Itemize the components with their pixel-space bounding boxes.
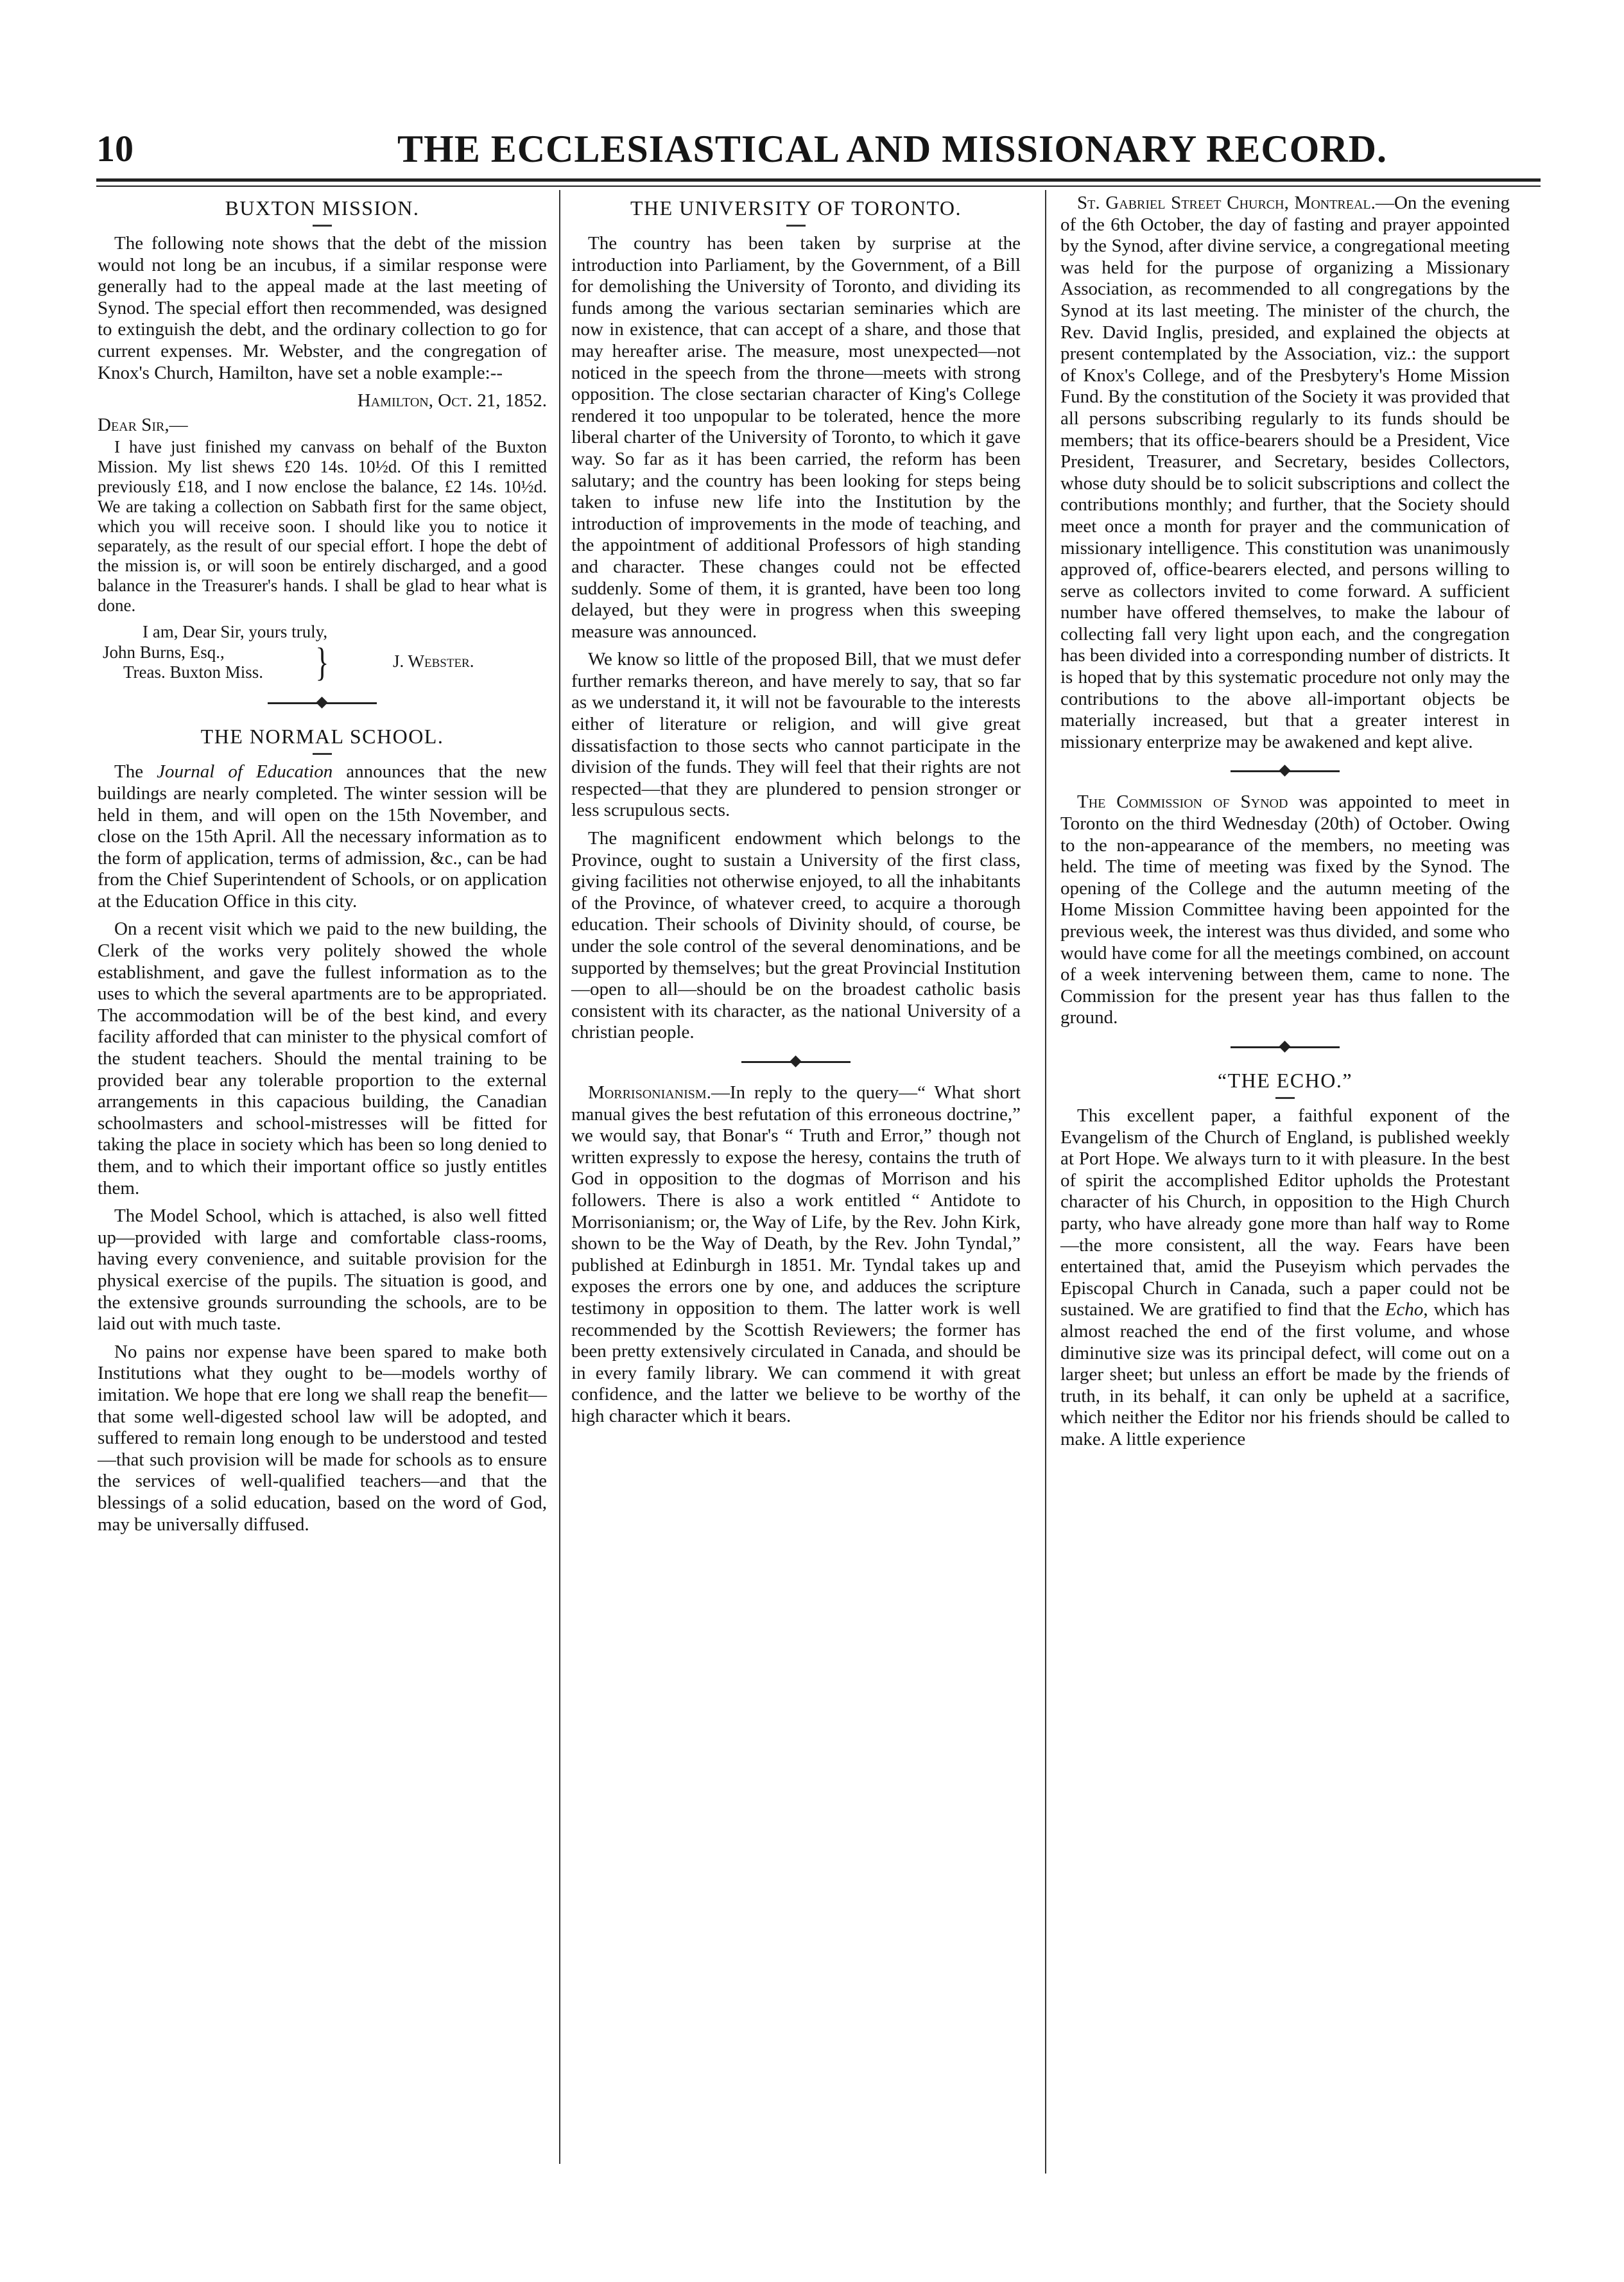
article-commission-of-synod [1060, 791, 1510, 1029]
heading-dash [313, 753, 332, 755]
article-university-of-toronto [571, 195, 1021, 1044]
article-paragraph: The Commission of Synod was appointed to meet in Toronto on the third Wednesday (20th) of October. Owing to the non-appearance of the members, no meeting was held. The time of meeting was fixed by the Synod. The opening of the College and the autumn meeting of the Home Mission Committee having been appointed for the previous week, the interest was thus divided, and some who would have come for all the meetings combined, on account of a week intervening between them, came to none. The Commission for the present year has thus fallen to the ground. [1060, 791, 1510, 1028]
article-heading: BUXTON MISSION. [225, 196, 420, 220]
column-1 [98, 193, 547, 1542]
letter-salutation: Dear Sir,— [98, 414, 188, 435]
article-paragraph: No pains nor expense have been spared to make both Institutions what they ought to be—models worthy of imitation. We hope that ere long we shall reap the benefit—that some well-digested school law will be adopted, and suffered to remain long enough to be understood and tested—that such provision will be made for schools as to ensure the services of well-qualified teachers—and that the blessings of a solid education, based on the word of God, may be universally diffused. [98, 1341, 547, 1535]
publication-title: THE ECCLESIASTICAL AND MISSIONARY RECORD. [397, 128, 1387, 170]
column-3 [1060, 193, 1510, 1457]
heading-dash [786, 225, 806, 227]
page-number: 10 [96, 128, 134, 169]
article-paragraph: The following note shows that the debt of the mission would not long be an incubus, if a similar response were generally had to the appeal made at the last meeting of Synod. The special effort then recommended, was designed to extinguish the debt, and the ordinary collection to go for current expenses. Mr. Webster, and the congregation of Knox's Church, Hamilton, have set a noble example:-- [98, 233, 547, 383]
header-rule-thin [96, 186, 1541, 187]
article-paragraph: We know so little of the proposed Bill, that we must defer further remarks thereon, and have merely to say, that so far as we understand it, it will not be favourable to the interests either of literature or religion, and will give great dissatisfaction to those sects who cannot participate in the division of the funds. They will feel that their rights are not respected—that they are plundered to pension stronger or less scrupulous sects. [571, 649, 1021, 821]
section-separator [1231, 766, 1340, 776]
article-st-gabriel-street-church [1060, 193, 1510, 753]
section-separator [268, 698, 377, 708]
signature: J. Webster. [393, 652, 474, 671]
brace-glyph: } [315, 641, 329, 685]
section-separator [1231, 1042, 1340, 1052]
letter-closing: I am, Dear Sir, yours truly, [143, 621, 328, 641]
letter-body: I have just finished my canvass on behalf of the Buxton Mission. My list shews £20 14s. 10½d. Of this I remitted previously £18, and I now enclose the balance, £2 14s. 10½d. We are taking a collection on Sabbath first for the same object, which you will receive soon. I should like you to notice it separately, as the result of our special effort. I hope the debt of the mission is, or will soon be entirely discharged, and a good balance in the Treasurer's hands. I shall be glad to hear what is done. [98, 437, 547, 615]
article-the-echo [1060, 1068, 1510, 1451]
addressee-title: Treas. Buxton Miss. [123, 662, 264, 682]
letter-signature-block [98, 643, 547, 684]
header-rule-thick [96, 178, 1541, 182]
masthead [96, 121, 1541, 177]
article-normal-school [98, 723, 547, 1535]
heading-dash [1275, 1097, 1295, 1099]
article-heading: THE UNIVERSITY OF TORONTO. [630, 196, 962, 220]
article-paragraph: The Journal of Education announces that the new buildings are nearly completed. The winter session will be held in them, and will open on the 15th November, and close on the 15th April. All the necessary information as to the form of application, terms of admission, &c., can be had from the Chief Superintendent of Schools, or on application at the Education Office in this city. [98, 761, 547, 912]
article-buxton-mission [98, 195, 547, 684]
article-paragraph: On a recent visit which we paid to the new building, the Clerk of the works very politely showed the whole establishment, and gave the fullest information as to the uses to which the several apartments are to be appropriated. The accommodation will be of the best kind, and every facility afforded that can minister to the physical comfort of the student teachers. Should the mental training to be provided bear any tolerable proportion to the external arrangements in this capacious building, the Canadian schoolmasters and school-mistresses will be fitted for taking the place in society which has been so long denied to them, and to which their important office so justly entitles them. [98, 919, 547, 1198]
article-paragraph: Morrisonianism.—In reply to the query—“ What short manual gives the best refutation of this erroneous doctrine,” we would say, that Bonar's “ Truth and Error,” though not written expressly to expose the heresy, contains the truth of God in opposition to the dogmas of Morrison and his followers. There is also a work entitled “ Antidote to Morrisonianism; or, the Way of Life, by the Rev. John Kirk, shown to be the Way of Death, by the Rev. John Tyndal,” published at Edinburgh in 1851. Mr. Tyndal takes up and exposes the errors one by one, and adduces the scripture testimony in opposition to them. The latter work is well recommended by the Scottish Reviewers; the former has been pretty extensively circulated in Canada, and should be in every family library. We can commend it with great confidence, and the latter we believe to be worthy of the high character which it bears. [571, 1082, 1021, 1426]
article-paragraph: St. Gabriel Street Church, Montreal.—On the evening of the 6th October, the day of fasting and prayer appointed by the Synod, after divine service, a congregational meeting was held for the purpose of organizing a Missionary Association, as recommended to all congregations by the Synod at its last meeting. The minister of the church, the Rev. David Inglis, presided, and explained the objects at present contemplated by the Association, viz.: the support of Knox's College, and of the Presbytery's Home Mission Fund. By the constitution of the Society it was provided that all persons subscribing regularly to its funds should be members; that its office-bearers should be a President, Vice President, Treasurer, and Secretary, besides Collectors, whose duty should be to solicit subscriptions and collect the contributions monthly; and further, that the Society should meet once a month for prayer and the communication of missionary intelligence. This constitution was unanimously approved of, office-bearers elected, and persons willing to serve as collectors invited to come forward. A sufficient number have offered themselves, to make the labour of collecting fall very light upon each, and the congregation has been divided into a corresponding number of districts. It is hoped that by this systematic procedure not only may the contributions to the above all-important objects be materially increased, but that a greater interest in missionary enterprize may be awakened and kept alive. [1060, 193, 1510, 752]
column-rule-right [1045, 190, 1046, 2174]
letter-dateline: Hamilton, Oct. 21, 1852. [357, 390, 547, 411]
article-paragraph: The country has been taken by surprise at the introduction into Parliament, by the Government, of a Bill for demolishing the University of Toronto, and dividing its funds among the various sectarian seminaries which are now in existence, that can accept of a share, and those that may hereafter arise. The measure, most unexpected—not noticed in the speech from the throne—meets with strong opposition. The close sectarian character of King's College rendered it too unpopular to be tolerated, hence the more liberal charter of the University of Toronto, to which it gave way. So far as it has been carried, the reform has been salutary; and the country has been looking for steps being taken to infuse new life into the Institution by the introduction of improvements in the mode of teaching, and the appointment of additional Professors of high standing and character. These changes could not be effected suddenly. Some of them, it is granted, have been too long delayed, but they were in progress when this sweeping measure was announced. [571, 233, 1021, 642]
article-paragraph: The magnificent endowment which belongs to the Province, ought to sustain a University of the first class, giving facilities not otherwise enjoyed, to all the inhabitants of the Province, of whatever creed, to acquire a thorough education. Their schools of Divinity should, of course, be under the sole control of the several denominations, and be supported by themselves; but the great Provincial Institution—open to all—should be on the broadest catholic basis consistent with its character, as the national University of a christian people. [571, 828, 1021, 1043]
heading-dash [313, 225, 332, 227]
article-heading: “THE ECHO.” [1217, 1068, 1353, 1092]
article-morrisonianism [571, 1082, 1021, 1428]
column-2 [571, 193, 1021, 1433]
addressee-name: John Burns, Esq., [103, 643, 225, 662]
article-heading: THE NORMAL SCHOOL. [200, 725, 444, 748]
article-paragraph: The Model School, which is attached, is also well fitted up—provided with large and comfortable class-rooms, having every convenience, and suitable provision for the physical exercise of the pupils. The situation is good, and the extensive grounds surrounding the schools, are to be laid out with much taste. [98, 1206, 547, 1335]
column-rule-left [559, 190, 560, 2164]
article-paragraph: This excellent paper, a faithful exponent of the Evangelism of the Church of England, is published weekly at Port Hope. We always turn to it with pleasure. In the best of spirit the accomplished Editor upholds the Protestant character of his Church, in opposition to the High Church party, who have already gone more than half way to Rome—the more consistent, all the way. Fears have been entertained that, amid the Puseyism which pervades the Episcopal Church in Canada, such a paper could not be sustained. We are gratified to find that the Echo, which has almost reached the end of the first volume, and whose diminutive size was its principal defect, will come out on a larger sheet; but unless an effort be made by the friends of truth, in its behalf, it can only be upheld at a sacrifice, which neither the Editor nor his friends should be called to make. A little experience [1060, 1105, 1510, 1449]
section-separator [741, 1057, 851, 1067]
